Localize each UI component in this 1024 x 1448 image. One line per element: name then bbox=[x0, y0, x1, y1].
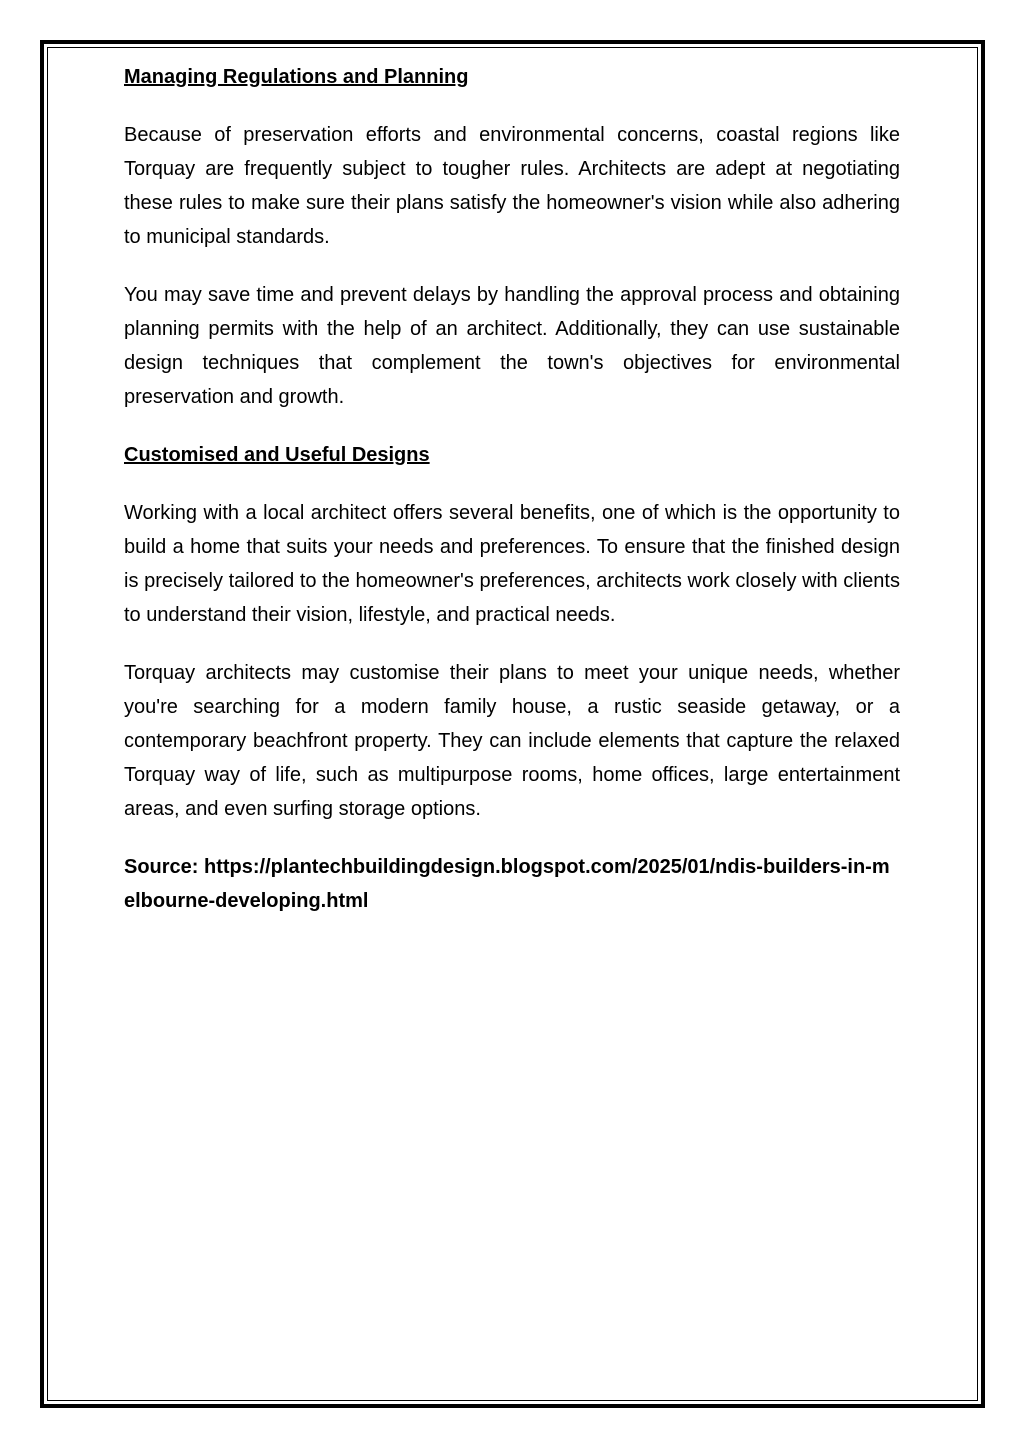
paragraph-designs-2: Torquay architects may customise their plans to meet your unique needs, whether you're searching for a modern family house, a rustic seaside getaway, or a contemporary beachfront property. They can include elements that capture the relaxed Torquay way of life, such as multipurpose rooms, home offices, large entertainment areas, and even surfing storage options. bbox=[124, 662, 900, 820]
paragraph-regulations-1: Because of preservation efforts and environmental concerns, coastal regions like Torquay are frequently subject to tougher rules. Architects are adept at negotiating these rules to make sure their plans satisfy the homeowner's vision while also adhering to municipal standards. bbox=[124, 124, 900, 248]
paragraph-regulations-2: You may save time and prevent delays by handling the approval process and obtaining planning permits with the help of an architect. Additionally, they can use sustainable design techniques that complement the town's objectives for environmental preservation and growth. bbox=[124, 284, 900, 408]
paragraph-designs-1: Working with a local architect offers several benefits, one of which is the opportunity to build a home that suits your needs and preferences. To ensure that the finished design is precisely tailored to the homeowner's preferences, architects work closely with clients to understand their vision, lifestyle, and practical needs. bbox=[124, 502, 900, 626]
section-heading-regulations: Managing Regulations and Planning bbox=[124, 66, 469, 88]
source-citation: Source: https://plantechbuildingdesign.blogspot.com/2025/01/ndis-builders-in-melbourne-developing.html bbox=[124, 856, 890, 912]
section-heading-designs: Customised and Useful Designs bbox=[124, 444, 430, 466]
document-body bbox=[124, 60, 900, 918]
